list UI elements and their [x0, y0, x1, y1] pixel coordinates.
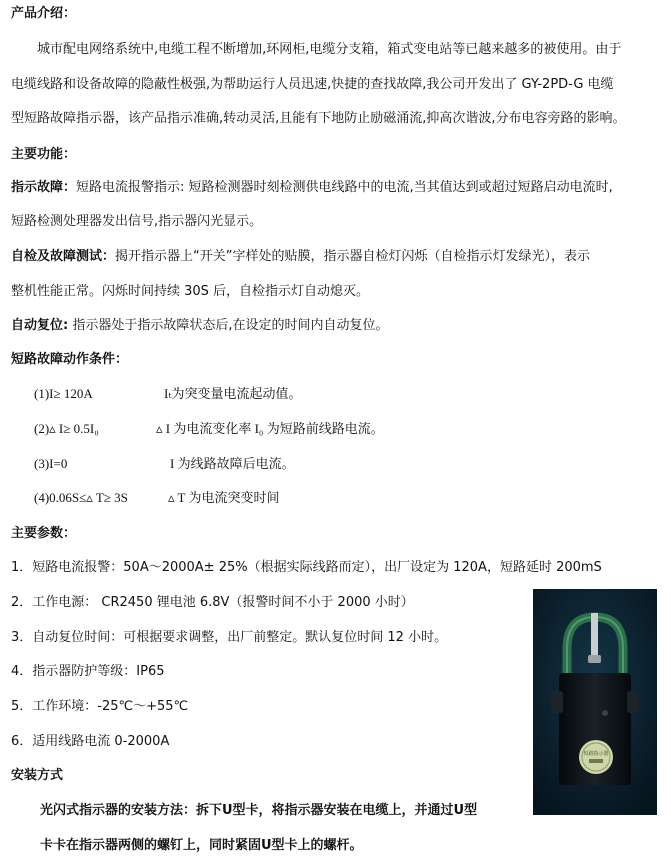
clamp-rod: [591, 613, 598, 657]
param-item-6: 6．适用线路电流 0-2000A: [11, 734, 170, 749]
selftest-line-1: [11, 249, 590, 265]
product-photo: [533, 589, 657, 815]
condition-desc-4: ▵ T 为电流突变时间: [168, 490, 280, 505]
condition-desc-3: I 为线路故障后电流。: [170, 456, 295, 471]
install-line-1: 光闪式指示器的安装方法：拆下U型卡，将指示器安装在电缆上，并通过U型: [40, 803, 478, 818]
selftest-label: 自检及故障测试：: [11, 249, 116, 264]
auto-reset-text: 指示器处于指示故障状态后,在设定的时间内自动复位。: [68, 318, 389, 333]
param-item-2: 2．工作电源： CR2450 锂电池 6.8V（报警时间不小于 2000 小时）: [11, 595, 414, 610]
intro-heading: 产品介绍：: [11, 6, 77, 21]
condition-desc-2: ▵ I 为电流变化率 I₀ 为短路前线路电流。: [156, 421, 384, 436]
indicate-fault-text-1: 短路电流报警指示: 短路检测器时刻检测供电线路中的电流,当其值达到或超过短路启动电流时,: [76, 180, 613, 195]
selftest-line-2: 整机性能正常。闪烁时间持续 30S 后，自检指示灯自动熄灭。: [11, 284, 370, 299]
indicate-fault-label: 指示故障：: [11, 180, 77, 195]
auto-reset-label: 自动复位:: [11, 318, 69, 333]
indicate-fault-line-2: 短路检测处理器发出信号,指示器闪光显示。: [11, 214, 263, 229]
fault-indicator-illustration: [533, 589, 657, 815]
param-item-4: 4．指示器防护等级：IP65: [11, 664, 165, 679]
indicator-sticker: [579, 740, 613, 774]
svg-text:短路指示器: 短路指示器: [583, 751, 609, 757]
install-line-2: 卡卡在指示器两侧的螺钉上，同时紧固U型卡上的螺杆。: [40, 838, 363, 853]
condition-formula-3: (3)I=0: [34, 456, 68, 471]
condition-formula-4: (4)0.06S≤▵ T≥ 3S: [34, 490, 128, 505]
functions-heading: 主要功能：: [11, 147, 77, 162]
param-item-1: 1．短路电流报警：50A～2000A± 25%（根据实际线路而定），出厂设定为 120A，短路延时 200mS: [11, 560, 602, 575]
param-item-5: 5．工作环境：-25℃～+55℃: [11, 699, 189, 714]
condition-desc-1: Iₜ为突变量电流起动值。: [164, 386, 302, 401]
auto-reset-line: [11, 318, 388, 334]
conditions-heading: 短路故障动作条件：: [11, 352, 129, 367]
intro-line-3: 型短路故障指示器，该产品指示准确,转动灵活,且能有下地防止励磁涌流,抑高次谐波,分布电容旁路的影响。: [11, 111, 626, 126]
intro-line-1: 城市配电网络系统中,电缆工程不断增加,环网柜,电缆分支箱，箱式变电站等已越来越多的被使用。由于: [37, 42, 622, 57]
indicate-fault-line-1: [11, 180, 613, 196]
param-item-3: 3．自动复位时间：可根据要求调整，出厂前整定。默认复位时间 12 小时。: [11, 630, 448, 645]
install-heading: 安装方式: [11, 768, 64, 783]
params-heading: 主要参数：: [11, 526, 77, 541]
condition-formula-1: (1)I≥ 120A: [34, 386, 93, 401]
selftest-text-1: 揭开指示器上“开关”字样处的贴膜，指示器自检灯闪烁（自检指示灯发绿光），表示: [115, 249, 590, 264]
condition-formula-2: (2)▵ I≥ 0.5I₀: [34, 421, 99, 436]
intro-line-2: 电缆线路和设备故障的隐蔽性极强,为帮助运行人员迅速,快捷的查找故障,我公司开发出了 GY-2PD-G 电缆: [11, 77, 614, 92]
